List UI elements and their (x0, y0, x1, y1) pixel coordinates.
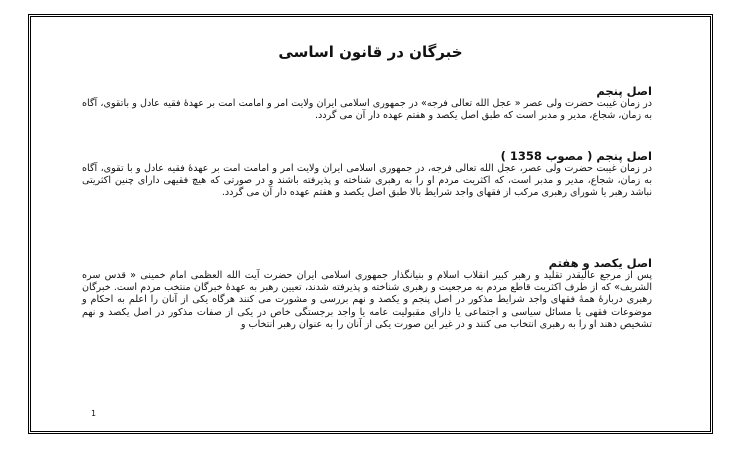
section-body: در زمان غیبت حضرت ولی عصر « عجل الله تعالی فرجه» در جمهوری اسلامی ایران ولایت امر و امامت امت بر عهدهٔ فقیه عادل و باتقوی، آگاه به زمان، شجاع، مدیر و مدبر است که طبق اصل یکصد و هفتم عهده دار آن می گردد. (82, 98, 652, 122)
section-body: پس از مرجع عالیقدر تقلید و رهبر کبیر انقلاب اسلام و بنیانگذار جمهوری اسلامی ایران حضرت آیت الله العظمی امام خمینی « قدس سره الشریف» که از طرف اکثریت قاطع مردم به مرجعیت و رهبری شناخته و پذیرفته شدند، تعیین رهبر به عهدهٔ خبرگان منتخب مردم است. خبرگان رهبری دربارهٔ همهٔ فقهای واجد شرایط مذکور در اصل پنجم و یکصد و نهم بررسی و مشورت می کنند هرگاه یکی از آنان را اعلم به احکام و موضوعات فقهی یا مسائل سیاسی و اجتماعی یا دارای مقبولیت عامه یا واجد برجستگی خاص در یکی از صفات مذکور در اصل یکصد و نهم تشخیص دهند او را به رهبری انتخاب می کنند و در غیر این صورت یکی از آنان را به عنوان رهبر انتخاب و (82, 270, 652, 330)
page-frame (28, 14, 713, 434)
section-asl-107 (82, 257, 652, 331)
section-body: در زمان غیبت حضرت ولی عصر، عجل الله تعالی فرجه، در جمهوری اسلامی ایران ولایت امر و امامت امت بر عهدهٔ فقیه عادل و با تقوی، آگاه به زمان، شجاع، مدیر و مدبر است، که اکثریت مردم او را به رهبری شناخته و پذیرفته باشند و در صورتی که هیچ فقیهی دارای چنین اکثریتی نباشد رهبر یا شورای رهبری مرکب از فقهای واجد شرایط بالا طبق اصل یکصد و هفتم عهده دار آن می گردد. (82, 163, 652, 199)
section-heading: اصل پنجم ( مصوب 1358 ) (500, 149, 652, 163)
section-heading: اصل یکصد و هفتم (548, 256, 652, 270)
page-number: 1 (91, 409, 97, 418)
section-asl-5 (82, 85, 652, 122)
section-asl-5-1358 (82, 150, 652, 200)
page-title: خبرگان در قانون اساسی (278, 43, 463, 61)
section-heading: اصل پنجم (596, 84, 652, 98)
